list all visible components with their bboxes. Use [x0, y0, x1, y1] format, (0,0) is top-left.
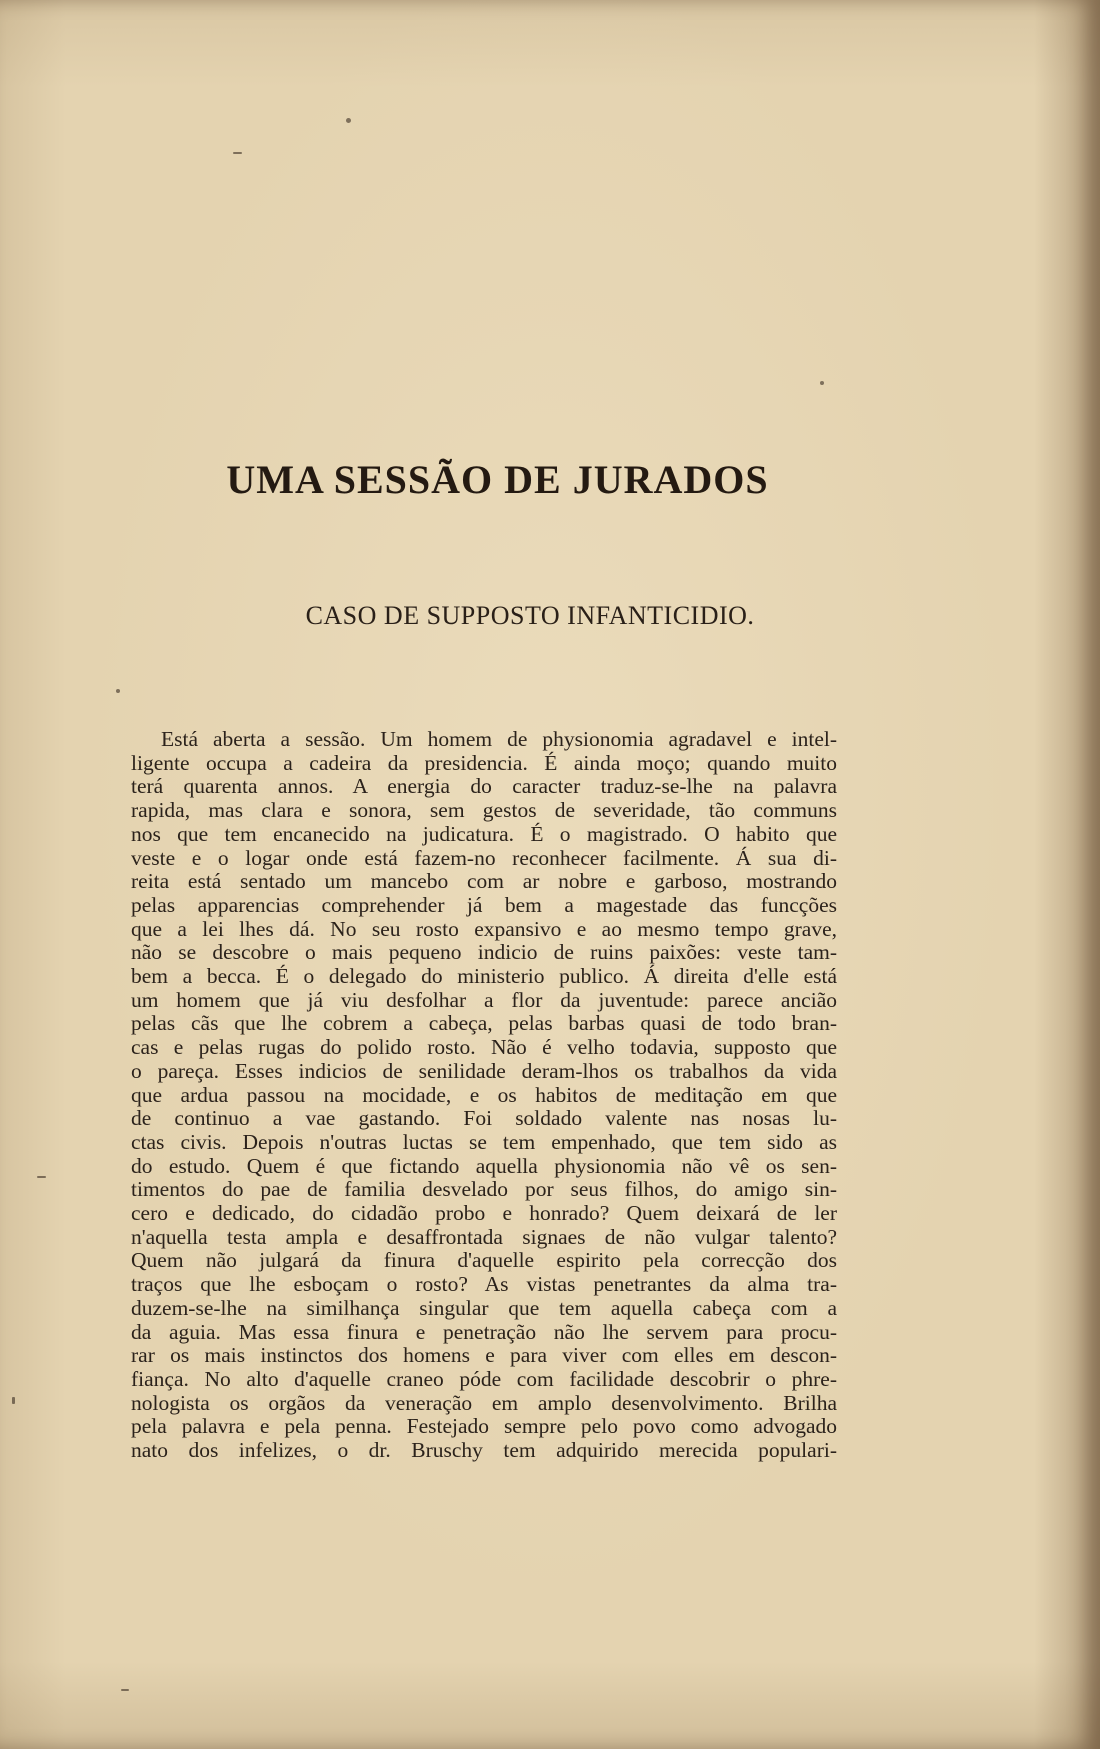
ink-speck	[346, 118, 351, 123]
body-line: timentos do pae de familia desvelado por seus filhos, do amigo sin-	[131, 1177, 837, 1202]
body-line: que a lei lhes dá. No seu rosto expansivo e ao mesmo tempo grave,	[131, 916, 837, 941]
body-line: rapida, mas clara e sonora, sem gestos de severidade, tão communs	[131, 798, 837, 823]
body-line: veste e o logar onde está fazem-no reconhecer facilmente. Á sua di-	[131, 845, 837, 870]
body-line: duzem-se-lhe na similhança singular que tem aquella cabeça com a	[131, 1295, 837, 1320]
body-line: terá quarenta annos. A energia do caracter traduz-se-lhe na palavra	[131, 774, 837, 799]
article-subtitle: CASO DE SUPPOSTO INFANTICIDIO.	[305, 601, 755, 630]
ink-speck	[121, 1689, 129, 1691]
article-body	[131, 728, 837, 1463]
body-line: pela palavra e pela penna. Festejado sempre pelo povo como advogado	[131, 1414, 837, 1439]
body-line: Está aberta a sessão. Um homem de physionomia agradavel e intel-	[161, 727, 837, 751]
body-line: n'aquella testa ampla e desaffrontada signaes de não vulgar talento?	[131, 1224, 837, 1249]
body-line: ctas civis. Depois n'outras luctas se tem empenhado, que tem sido as	[131, 1129, 837, 1154]
ink-speck	[37, 1176, 46, 1178]
body-line: do estudo. Quem é que fictando aquella physionomia não vê os sen-	[131, 1153, 837, 1178]
body-line: um homem que já viu desfolhar a flor da juventude: parece ancião	[131, 987, 837, 1012]
body-line: rar os mais instinctos dos homens e para viver com elles em descon-	[131, 1343, 837, 1368]
article-title: UMA SESSÃO DE JURADOS	[226, 457, 769, 502]
body-line: não se descobre o mais pequeno indicio de ruins paixões: veste tam-	[131, 940, 837, 965]
body-line: de continuo a vae gastando. Foi soldado valente nas nosas lu-	[131, 1106, 837, 1131]
ink-speck	[12, 1397, 15, 1404]
body-line: ligente occupa a cadeira da presidencia. É ainda moço; quando muito	[131, 750, 837, 775]
body-line: pelas cãs que lhe cobrem a cabeça, pelas barbas quasi de todo bran-	[131, 1011, 837, 1036]
body-line: pelas apparencias comprehender já bem a magestade das funcções	[131, 892, 837, 917]
body-line: Quem não julgará da finura d'aquelle espirito pela correcção dos	[131, 1248, 837, 1273]
body-line: fiança. No alto d'aquelle craneo póde com facilidade descobrir o phre-	[131, 1366, 837, 1391]
body-line: nato dos infelizes, o dr. Bruschy tem adquirido merecida populari-	[131, 1438, 837, 1463]
body-line: da aguia. Mas essa finura e penetração não lhe servem para procu-	[131, 1319, 837, 1344]
body-line: nologista os orgãos da veneração em amplo desenvolvimento. Brilha	[131, 1390, 837, 1415]
body-line: o pareça. Esses indicios de senilidade deram-lhos os trabalhos da vida	[131, 1058, 837, 1083]
body-line: traços que lhe esboçam o rosto? As vistas penetrantes da alma tra-	[131, 1272, 837, 1297]
body-line: que ardua passou na mocidade, e os habitos de meditação em que	[131, 1082, 837, 1107]
body-line: cero e dedicado, do cidadão probo e honrado? Quem deixará de ler	[131, 1201, 837, 1226]
body-line: reita está sentado um mancebo com ar nobre e garboso, mostrando	[131, 869, 837, 894]
body-line: nos que tem encanecido na judicatura. É o magistrado. O habito que	[131, 821, 837, 846]
ink-speck	[820, 381, 824, 385]
ink-speck	[116, 689, 120, 693]
body-line: cas e pelas rugas do polido rosto. Não é velho todavia, supposto que	[131, 1035, 837, 1060]
ink-speck	[233, 152, 242, 154]
body-line: bem a becca. É o delegado do ministerio publico. Á direita d'elle está	[131, 964, 837, 989]
